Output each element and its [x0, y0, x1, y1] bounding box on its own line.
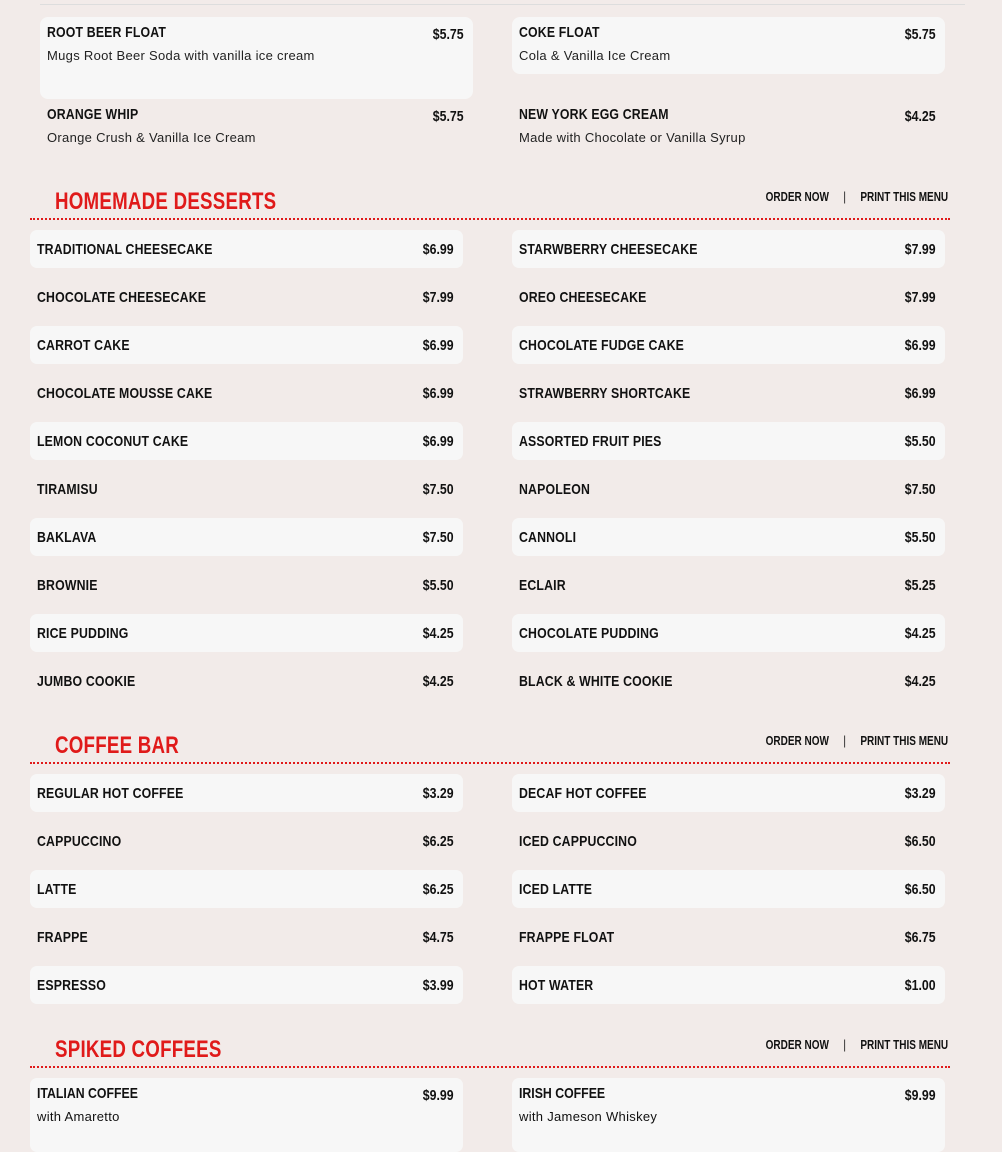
menu-item[interactable] [30, 374, 463, 412]
section-title: COFFEE BAR [55, 732, 180, 759]
desserts-right-column [512, 230, 945, 710]
item-price: $7.99 [423, 288, 454, 306]
item-name: CHOCOLATE PUDDING [519, 624, 659, 642]
menu-item[interactable] [30, 662, 463, 700]
item-price: $4.25 [423, 672, 454, 690]
menu-item[interactable] [30, 422, 463, 460]
item-price: $6.99 [905, 336, 936, 354]
coffee-left-column [30, 774, 463, 1014]
menu-item[interactable] [30, 326, 463, 364]
order-now-link[interactable]: ORDER NOW [765, 734, 829, 748]
item-name: CHOCOLATE CHEESECAKE [37, 288, 207, 306]
menu-item[interactable] [512, 230, 945, 268]
item-name: LATTE [37, 880, 77, 898]
item-name: ESPRESSO [37, 976, 106, 994]
item-price: $5.25 [905, 576, 936, 594]
item-price: $5.50 [905, 528, 936, 546]
menu-item[interactable] [512, 374, 945, 412]
item-name: CARROT CAKE [37, 336, 130, 354]
item-name: ROOT BEER FLOAT [47, 24, 167, 41]
item-name: ASSORTED FRUIT PIES [519, 432, 662, 450]
top-divider [40, 4, 965, 5]
item-price: $3.99 [423, 976, 454, 994]
item-price: $3.29 [905, 784, 936, 802]
menu-item[interactable] [512, 278, 945, 316]
section-links [765, 190, 948, 204]
item-name: ITALIAN COFFEE [37, 1085, 138, 1102]
item-description: Mugs Root Beer Soda with vanilla ice cream [47, 48, 315, 63]
menu-item[interactable] [512, 870, 945, 908]
desserts-section [30, 182, 950, 710]
menu-item[interactable] [30, 870, 463, 908]
item-price: $6.25 [423, 880, 454, 898]
item-name: REGULAR HOT COFFEE [37, 784, 184, 802]
item-price: $6.75 [905, 928, 936, 946]
item-price: $5.75 [905, 26, 936, 43]
item-name: TRADITIONAL CHEESECAKE [37, 240, 213, 258]
print-menu-link[interactable]: PRINT THIS MENU [860, 734, 948, 748]
menu-item[interactable] [30, 966, 463, 1004]
item-price: $1.00 [905, 976, 936, 994]
item-price: $5.75 [433, 108, 464, 125]
item-price: $6.50 [905, 880, 936, 898]
item-name: ICED CAPPUCCINO [519, 832, 637, 850]
item-description: Made with Chocolate or Vanilla Syrup [519, 130, 746, 145]
coffee-right-column [512, 774, 945, 1014]
menu-item[interactable] [512, 422, 945, 460]
menu-item[interactable] [30, 774, 463, 812]
item-description: Orange Crush & Vanilla Ice Cream [47, 130, 256, 145]
item-name: HOT WATER [519, 976, 594, 994]
item-name: COKE FLOAT [519, 24, 600, 41]
menu-item[interactable] [30, 918, 463, 956]
section-header [30, 1030, 950, 1068]
menu-item[interactable] [512, 326, 945, 364]
item-price: $6.99 [423, 336, 454, 354]
item-description: with Jameson Whiskey [519, 1109, 658, 1124]
item-name: NAPOLEON [519, 480, 591, 498]
link-separator: | [843, 734, 846, 748]
item-name: BLACK & WHITE COOKIE [519, 672, 673, 690]
link-separator: | [843, 1038, 846, 1052]
floats-section [40, 17, 945, 181]
item-price: $6.99 [423, 384, 454, 402]
item-price: $6.99 [905, 384, 936, 402]
menu-item[interactable] [512, 566, 945, 604]
item-name: ECLAIR [519, 576, 566, 594]
menu-item[interactable] [30, 230, 463, 268]
section-links [765, 734, 948, 748]
item-name: OREO CHEESECAKE [519, 288, 647, 306]
item-price: $4.25 [905, 624, 936, 642]
order-now-link[interactable]: ORDER NOW [765, 1038, 829, 1052]
item-name: FRAPPE [37, 928, 88, 946]
menu-item[interactable] [30, 566, 463, 604]
menu-item[interactable] [30, 278, 463, 316]
item-price: $6.99 [423, 432, 454, 450]
menu-item[interactable] [30, 614, 463, 652]
item-price: $6.99 [423, 240, 454, 258]
coffee-section [30, 726, 950, 1014]
item-price: $5.50 [905, 432, 936, 450]
item-name: NEW YORK EGG CREAM [519, 106, 669, 123]
section-title: HOMEMADE DESSERTS [55, 188, 277, 215]
item-price: $5.50 [423, 576, 454, 594]
item-name: STRAWBERRY SHORTCAKE [519, 384, 691, 402]
item-name: IRISH COFFEE [519, 1085, 606, 1102]
item-name: BROWNIE [37, 576, 98, 594]
menu-item[interactable] [512, 918, 945, 956]
section-title: SPIKED COFFEES [55, 1036, 222, 1063]
item-description: with Amaretto [37, 1109, 120, 1124]
link-separator: | [843, 190, 846, 204]
item-price: $9.99 [423, 1087, 454, 1104]
item-price: $4.25 [905, 672, 936, 690]
item-name: CHOCOLATE MOUSSE CAKE [37, 384, 213, 402]
section-links [765, 1038, 948, 1052]
order-now-link[interactable]: ORDER NOW [765, 190, 829, 204]
spiked-section [30, 1030, 950, 1152]
item-price: $4.25 [423, 624, 454, 642]
item-name: STARWBERRY CHEESECAKE [519, 240, 698, 258]
menu-item[interactable] [512, 470, 945, 508]
menu-item[interactable] [512, 99, 945, 181]
item-price: $3.29 [423, 784, 454, 802]
menu-item[interactable] [512, 518, 945, 556]
item-name: RICE PUDDING [37, 624, 129, 642]
item-name: DECAF HOT COFFEE [519, 784, 647, 802]
item-price: $7.50 [905, 480, 936, 498]
menu-item[interactable] [30, 822, 463, 860]
print-menu-link[interactable]: PRINT THIS MENU [860, 190, 948, 204]
item-price: $7.50 [423, 480, 454, 498]
section-header [30, 182, 950, 220]
item-price: $6.50 [905, 832, 936, 850]
item-name: BAKLAVA [37, 528, 97, 546]
item-price: $6.25 [423, 832, 454, 850]
item-name: ICED LATTE [519, 880, 593, 898]
item-name: ORANGE WHIP [47, 106, 139, 123]
item-price: $4.25 [905, 108, 936, 125]
item-name: CANNOLI [519, 528, 577, 546]
item-price: $7.50 [423, 528, 454, 546]
menu-item[interactable] [30, 518, 463, 556]
item-price: $7.99 [905, 288, 936, 306]
menu-item[interactable] [512, 966, 945, 1004]
item-name: CHOCOLATE FUDGE CAKE [519, 336, 685, 354]
item-name: LEMON COCONUT CAKE [37, 432, 189, 450]
desserts-left-column [30, 230, 463, 710]
menu-item[interactable] [512, 17, 945, 74]
item-name: JUMBO COOKIE [37, 672, 136, 690]
item-name: CAPPUCCINO [37, 832, 122, 850]
item-name: TIRAMISU [37, 480, 98, 498]
menu-item[interactable] [512, 774, 945, 812]
section-header [30, 726, 950, 764]
item-name: FRAPPE FLOAT [519, 928, 615, 946]
menu-item[interactable] [40, 17, 473, 99]
item-price: $4.75 [423, 928, 454, 946]
item-price: $5.75 [433, 26, 464, 43]
menu-item[interactable] [512, 662, 945, 700]
menu-item[interactable] [512, 614, 945, 652]
menu-item[interactable] [512, 822, 945, 860]
menu-item[interactable] [30, 470, 463, 508]
menu-item[interactable] [40, 99, 473, 181]
item-description: Cola & Vanilla Ice Cream [519, 48, 671, 63]
item-price: $7.99 [905, 240, 936, 258]
item-price: $9.99 [905, 1087, 936, 1104]
print-menu-link[interactable]: PRINT THIS MENU [860, 1038, 948, 1052]
